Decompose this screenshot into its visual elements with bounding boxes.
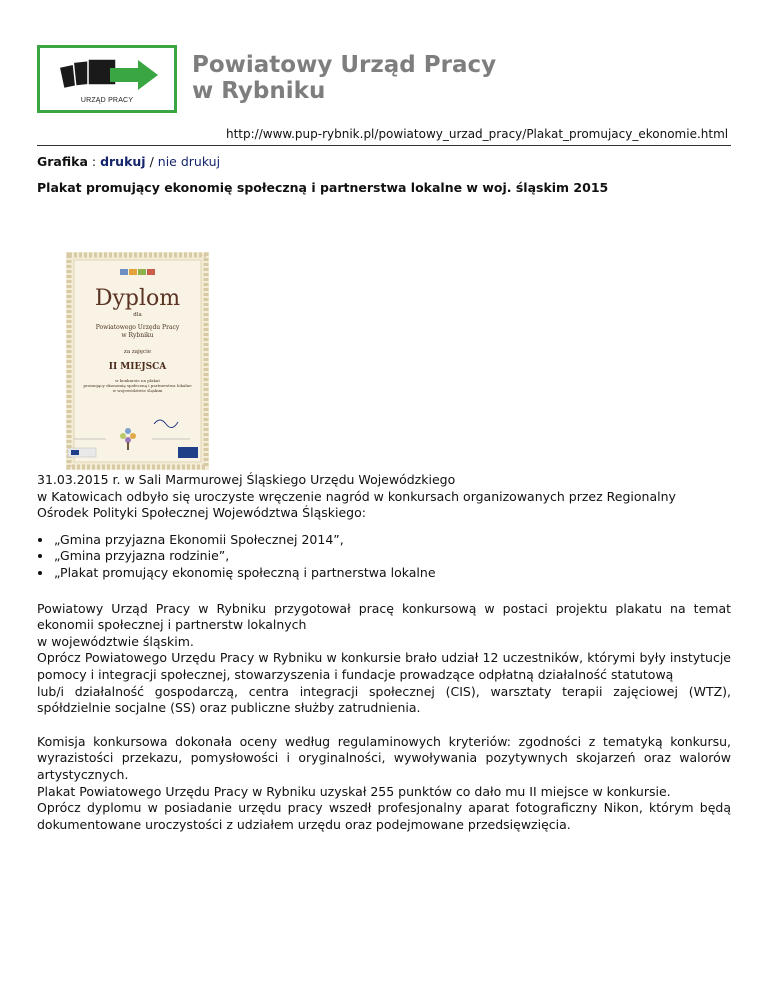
paragraph-2-line1: Komisja konkursowa dokonała oceny według regulaminowych kryteriów: zgodności z tematyką konkursu, wyrazistości przekazu, pomysłowości i oryginalności, wywoływania pozytywnych skojarzeń oraz walorów artystycznych.	[37, 733, 731, 782]
organization-name-line1: Powiatowy Urząd Pracy	[192, 52, 497, 78]
paragraph-1-line3: Oprócz Powiatowego Urzędu Pracy w Rybniku w konkursie brało udział 12 uczestników, którymi były instytucje pomocy i integracji społecznej, stowarzyszenia i fundacje prowadzące odpłatną działalność statutową	[37, 650, 731, 682]
diploma-place: II MIEJSCA	[108, 362, 167, 372]
print-options-slash: /	[149, 154, 154, 169]
paragraph-2-line2: Plakat Powiatowego Urzędu Pracy w Rybniku uzyskał 255 punktów co dało mu II miejsce w konkursie.	[37, 783, 671, 799]
diploma-for: dla	[133, 312, 142, 318]
article-body	[37, 472, 731, 833]
print-options	[37, 154, 220, 169]
paragraph-2-line3: Oprócz dyplomu w posiadanie urzędu pracy wszedł profesjonalny aparat fotograficzny Nikon, którym będą dokumentowane uroczystości z udziałem urzędu oraz podejmowane przedsięwzięcia.	[37, 800, 731, 832]
contest-list-item: • „Plakat promujący ekonomię społeczną i partnerstwa lokalne	[53, 565, 731, 582]
contest-list-item: • „Gmina przyjazna Ekonomii Społecznej 2014”,	[53, 532, 731, 549]
paragraph-1-line2: w województwie śląskim.	[37, 633, 194, 649]
diploma-recipient-line2: w Rybniku	[121, 332, 154, 339]
header-divider	[37, 145, 731, 146]
print-options-label: Grafika	[37, 154, 88, 169]
intro-line2: w Katowicach odbyło się uroczyste wręczenie nagród w konkursach organizowanych przez Regionalny Ośrodek Polityki Społecznej Województwa Śląskiego:	[37, 488, 676, 521]
contest-list-item: • „Gmina przyjazna rodzinie”,	[53, 548, 731, 565]
print-link[interactable]: drukuj	[100, 154, 146, 169]
logo-caption: URZĄD PRACY	[80, 97, 134, 104]
diploma-recipient-line1: Powiatowego Urzędu Pracy	[95, 324, 180, 331]
diploma-frame-graphic	[66, 252, 209, 470]
diploma-taken: za zajęcie	[123, 349, 152, 355]
paragraph-2	[37, 734, 731, 834]
paragraph-1	[37, 601, 731, 717]
organization-name-line2: w Rybniku	[192, 78, 326, 104]
diploma-heading: Dyplom	[94, 286, 181, 311]
logo	[37, 45, 177, 113]
page-url: http://www.pup-rybnik.pl/powiatowy_urzad_pracy/Plakat_promujacy_ekonomie.html	[226, 127, 729, 141]
organization-name	[192, 52, 496, 104]
diploma-contest-line1: w konkursie na plakat	[115, 378, 160, 383]
diploma-contest-line3: w województwie śląskim	[112, 388, 163, 393]
no-print-link[interactable]: nie drukuj	[157, 154, 221, 169]
contest-list	[37, 532, 731, 582]
diploma-contest-line2: promujący ekonomię społeczną i partnerstwa lokalne	[83, 383, 192, 388]
paragraph-1-line4: lub/i działalność gospodarczą, centra integracji społecznej (CIS), warsztaty terapii zajęciowej (WTZ), spółdzielnie socjalne (SS) oraz publiczne służby zatrudnienia.	[37, 683, 731, 716]
diploma-image	[66, 252, 209, 470]
paragraph-1-line1: Powiatowy Urząd Pracy w Rybniku przygotował pracę konkursową w postaci projektu plakatu na temat ekonomii społecznej i partnerstw lokalnych	[37, 600, 731, 633]
intro-line1: 31.03.2015 r. w Sali Marmurowej Śląskiego Urzędu Wojewódzkiego	[37, 472, 456, 487]
article-title: Plakat promujący ekonomię społeczną i partnerstwa lokalne w woj. śląskim 2015	[37, 180, 609, 195]
print-options-separator: :	[91, 154, 97, 169]
